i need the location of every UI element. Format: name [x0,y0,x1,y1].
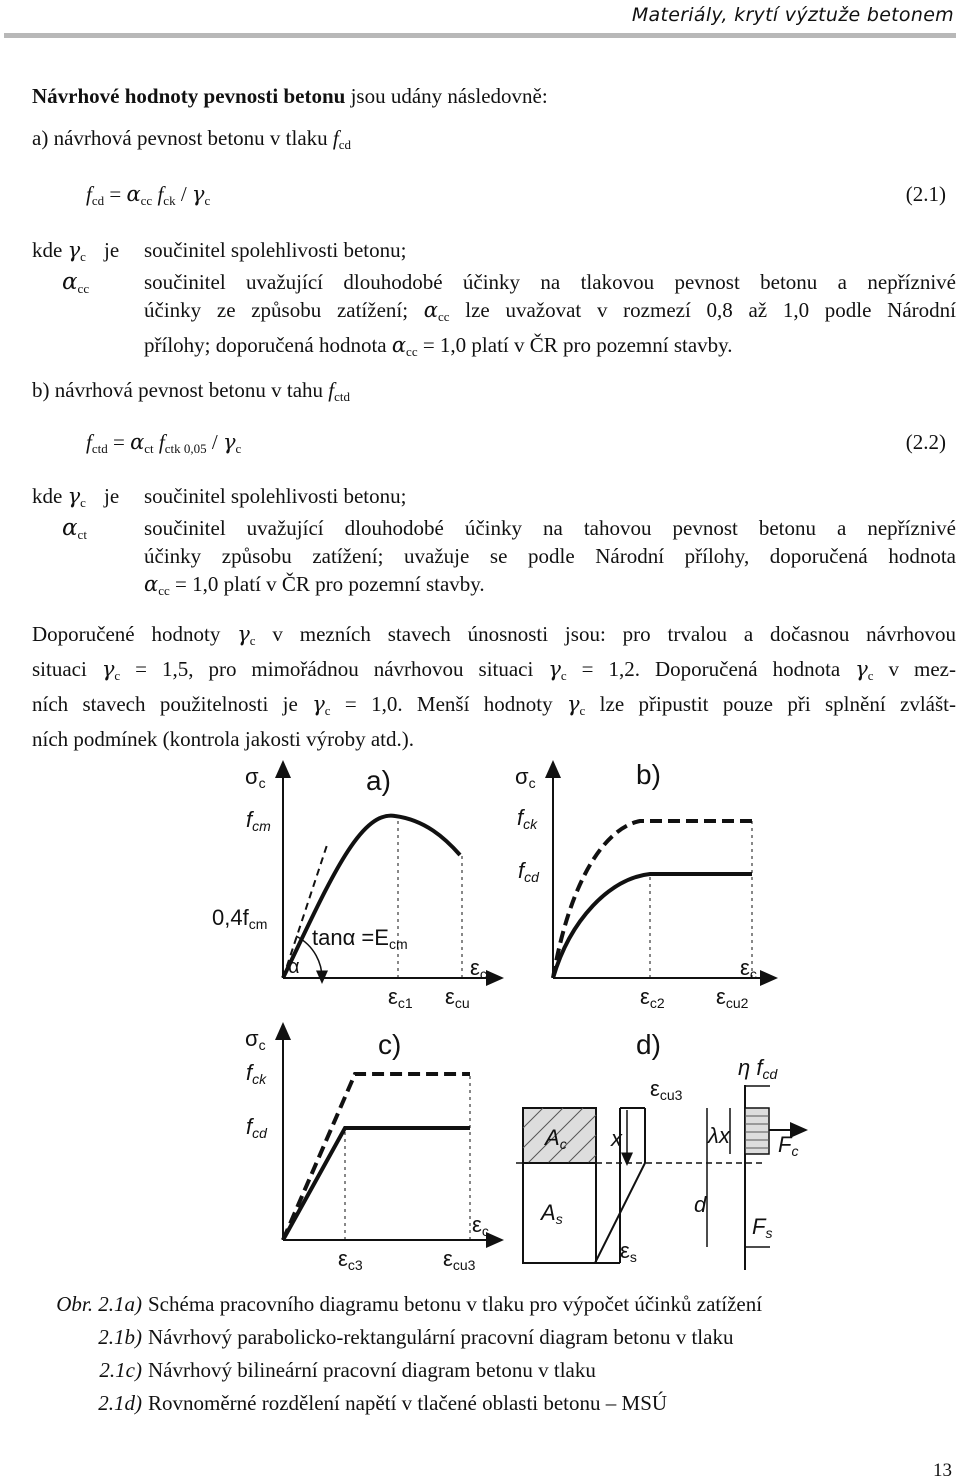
alpha-cc-desc-2a: účinky ze způsobu zatížení; [144,298,409,322]
caption-num: 2.1c) [99,1358,142,1382]
section-heading [32,82,548,110]
defs-2-kde: kde $\gamma_c$ [32,484,86,510]
para-2a: situaci [32,657,87,681]
eps-c-label-c: εc [472,1212,489,1239]
alpha-ct-description [144,514,956,605]
gamma-c-description: součinitel spolehlivosti betonu; [144,238,407,262]
para-3a: ních stavech použitelnosti je [32,692,298,716]
d-label: d [694,1192,707,1217]
alpha-cc-symbol: $\alpha_{cc}$ [62,269,90,296]
sigma-c-label-c: σc [245,1026,266,1053]
caption-num: 2.1b) [98,1325,142,1349]
tan-alpha-label: tanα =Ecm [312,925,408,952]
panel-b-label: b) [636,759,661,790]
equation-2-1: $f_{cd} = \alpha_{cc}$ $f_{ck} / \gamma_c$ [86,182,211,208]
panel-d [516,1085,800,1270]
running-header: Materiály, krytí výztuže betonem [631,4,954,26]
stress-strain-figure [0,750,960,1290]
alpha-cc-desc-3b: = 1,0 platí v ČR pro pozemní stavby. [417,333,733,357]
caption-2-1d [0,1391,667,1416]
je-label-2: je [104,484,120,508]
caption-num: 2.1d) [98,1391,142,1415]
para-3c: lze připustit pouze při splnění zvlášt- [585,692,956,716]
heading-bold: Návrhové hodnoty pevnosti betonu [32,84,346,108]
fcd-label-b: fcd [518,858,539,885]
equation-number-1: (2.1) [905,182,946,206]
item-b-text: b) návrhová pevnost betonu v tahu [32,378,329,402]
eps-c-label-a: εc [470,955,487,982]
fcd-label-c: fcd [246,1114,267,1141]
caption-2-1c [0,1358,596,1383]
equation-2-2: $f_{ctd} = \alpha_{ct}$ $f_{ctk 0,05} / \gamma_c$ [86,430,242,456]
panel-c-label: c) [378,1029,402,1060]
fck-label-b: fck [517,805,538,832]
eps-cu3-label-d: εcu3 [650,1076,683,1103]
alpha-ct-symbol: $\alpha_{ct}$ [62,515,87,542]
alpha-cc-desc-line2: účinky ze způsobu zatížení; $\alpha_{cc}$ lze uvažovat v rozmezí 0,8 až 1,0 podle Národní [144,298,956,324]
ac-label: Ac [545,1125,567,1152]
fs-label: Fs [752,1214,773,1241]
alpha-ct-desc-3: = 1,0 platí v ČR pro pozemní stavby. [169,572,485,596]
panel-a-label: a) [366,765,391,796]
para-3b: = 1,0. Menší hodnoty [330,692,553,716]
caption-text: Návrhový parabolicko-rektangulární pracovní diagram betonu v tlaku [148,1325,734,1349]
eps-cu3-label: εcu3 [443,1246,476,1273]
alpha-cc-description [144,268,956,366]
panel-d-label: d) [636,1029,661,1060]
alpha-cc-desc-line3: přílohy; doporučená hodnota $\alpha_{cc} = 1,0$ platí v ČR pro pozemní stavby. [144,333,733,359]
header-rule [4,33,956,38]
eps-cu-label: εcu [445,984,470,1011]
caption-2-1a [0,1292,762,1317]
item-b: b) návrhová pevnost betonu v tahu $f_{ctd}$ [32,378,351,404]
caption-2-1b [0,1325,733,1350]
x-label: x [611,1126,622,1151]
page-number: 13 [933,1460,952,1481]
kde-label: kde [32,238,63,262]
eps-s-label: εs [620,1238,637,1265]
alpha-cc-desc-line1: součinitel uvažující dlouhodobé účinky na tlakovou pevnost betonu a nepříznivé [144,270,956,294]
eps-c1-label: εc1 [388,984,413,1011]
caption-text: Rovnoměrné rozdělení napětí v tlačené oblasti betonu – MSÚ [148,1391,668,1415]
alpha-ct-desc-line2: účinky způsobu zatížení; uvažuje se podle Národní přílohy, doporučená hodnota [144,544,956,568]
fcm-04-label: 0,4fcm [212,905,268,932]
caption-num: Obr. 2.1a) [56,1292,142,1316]
alpha-cc-desc-2b: lze uvažovat v rozmezí 0,8 až 1,0 podle Národní [449,298,956,322]
as-label: As [541,1200,563,1227]
para-2d: v mez- [873,657,956,681]
gamma-c-description-2: součinitel spolehlivosti betonu; [144,484,407,508]
eps-c-label-b: εc [740,955,757,982]
alpha-angle-label: α [288,956,300,978]
caption-text: Schéma pracovního diagramu betonu v tlaku pro výpočet účinků zatížení [148,1292,763,1316]
eps-c2-label: εc2 [640,984,665,1011]
alpha-ct-desc-line1: součinitel uvažující dlouhodobé účinky na tahovou pevnost betonu a nepříznivé [144,516,956,540]
para-2c: = 1,2. Doporučená hodnota [566,657,841,681]
kde-label-2: kde [32,484,63,508]
eps-cu2-label: εcu2 [716,984,749,1011]
defs-1-kde: kde $\gamma_c$ [32,238,86,264]
alpha-cc-desc-3a: přílohy; doporučená hodnota [144,333,387,357]
fc-label: Fc [778,1132,799,1159]
fcm-label: fcm [246,807,271,834]
item-a-text: a) návrhová pevnost betonu v tlaku [32,126,333,150]
para-line-2: situaci $\gamma_c = 1,5$, pro mimořádnou návrhovou situaci $\gamma_c = 1,2$. Doporučená hodnota $\gamma_c$ v mez- [32,657,956,683]
item-a: a) návrhová pevnost betonu v tlaku $f_{cd}$ [32,126,352,152]
fck-label-c: fck [246,1060,267,1087]
para-1b: v mezních stavech únosnosti jsou: pro trvalou a dočasnou návrhovou [255,622,956,646]
alpha-ct-desc-line3: $\alpha_{cc} = 1,0$ platí v ČR pro pozemní stavby. [144,572,485,598]
para-line-4: ních podmínek (kontrola jakosti výroby atd.). [32,727,415,751]
equation-number-2: (2.2) [905,430,946,454]
eta-fcd-label: η fcd [738,1055,778,1082]
lambda-x-label: λx [708,1123,730,1148]
eps-c3-label: εc3 [338,1246,363,1273]
para-1a: Doporučené hodnoty [32,622,221,646]
panel-b [553,768,770,978]
para-line-1: Doporučené hodnoty $\gamma_c$ v mezních stavech únosnosti jsou: pro trvalou a dočasnou návrhovou [32,622,956,648]
sigma-c-label-b: σc [515,764,536,791]
para-2b: = 1,5, pro mimořádnou návrhovou situaci [120,657,534,681]
caption-text: Návrhový bilineární pracovní diagram betonu v tlaku [148,1358,596,1382]
para-line-3: ních stavech použitelnosti je $\gamma_c = 1,0$. Menší hodnoty $\gamma_c$ lze připustit pouze při splnění zvlášt- [32,692,956,718]
heading-rest: jsou udány následovně: [345,84,548,108]
recommended-values-paragraph [32,620,956,753]
je-label: je [104,238,120,262]
panel-c [283,1030,496,1240]
sigma-c-label-a: σc [245,764,266,791]
